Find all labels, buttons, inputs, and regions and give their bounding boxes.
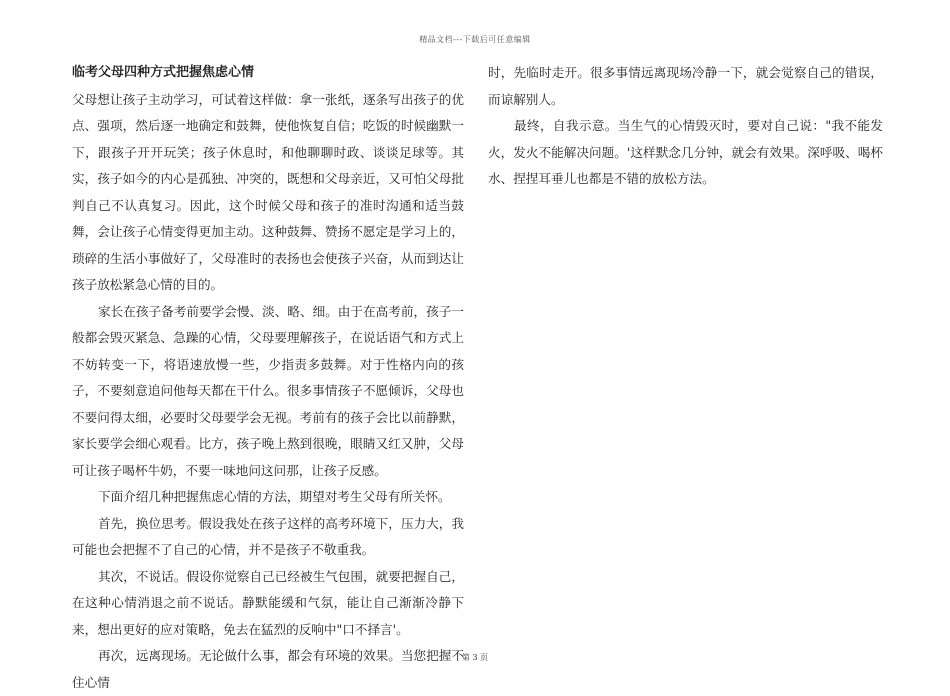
page-number: 第 3 页 — [461, 653, 489, 662]
paragraph: 其次，不说话。假设你觉察自己已经被生气包围，就要把握自己，在这种心情消退之前不说话。静默能缓和气氛，能让自己渐渐冷静下来，想出更好的应对策略，免去在猛烈的反响中"口不择言'。 — [72, 568, 464, 637]
paragraph: 家长在孩子备考前要学会慢、淡、略、细。由于在高考前，孩子一般都会毁灭紧急、急躁的心情，父母要理解孩子，在说话语气和方式上不妨转变一下，将语速放慢一些，少指责多鼓舞。对于性格内向的孩子，不要刻意追问他每天都在干什么。很多事情孩子不愿倾诉，父母也不要问得太细，必要时父母要学会无视。考前有的孩子会比以前静默，家长要学会细心观看。比方，孩子晚上熬到很晚，眼睛又红又肿，父母可让孩子喝杯牛奶，不要一味地问这问那，让孩子反感。 — [72, 303, 464, 478]
paragraph: 再次，远离现场。无论做什么事，都会有环境的效果。当您把握不住心情 — [72, 648, 464, 690]
paragraph: 时，先临时走开。很多事情远离现场冷静一下，就会觉察自己的错误，而谅解别人。 — [488, 65, 883, 107]
page-header: 精品文档---下载后可任意编辑 — [419, 35, 531, 44]
paragraph: 父母想让孩子主动学习，可试着这样做：拿一张纸，逐条写出孩子的优点、强项，然后逐一地确定和鼓舞，使他恢复自信；吃饭的时候幽默一下，跟孩子开开玩笑；孩子休息时，和他聊聊时政、谈谈足球等。其实，孩子如今的内心是孤独、冲突的，既想和父母亲近，又可怕父母批判自己不认真复习。因此，这个时候父母和孩子的准时沟通和适当鼓舞，会让孩子心情变得更加主动。这种鼓舞、赞扬不愿定是学习上的，琐碎的生活小事做好了，父母准时的表扬也会使孩子兴奋，从而到达让孩子放松紧急心情的目的。 — [72, 91, 464, 292]
paragraph: 首先，换位思考。假设我处在孩子这样的高考环境下，压力大，我可能也会把握不了自己的心情，并不是孩子不敬重我。 — [72, 515, 464, 557]
article-title: 临考父母四种方式把握焦虑心情 — [72, 65, 255, 80]
left-column — [72, 60, 464, 696]
paragraph: 下面介绍几种把握焦虑心情的方法，期望对考生父母有所关怀。 — [98, 489, 451, 504]
paragraph: 最终，自我示意。当生气的心情毁灭时，要对自己说："我不能发火，发火不能解决问题。'这样默念几分钟，就会有效果。深呼吸、喝杯水、捏捏耳垂儿也都是不错的放松方法。 — [488, 118, 883, 186]
right-column — [488, 60, 883, 193]
